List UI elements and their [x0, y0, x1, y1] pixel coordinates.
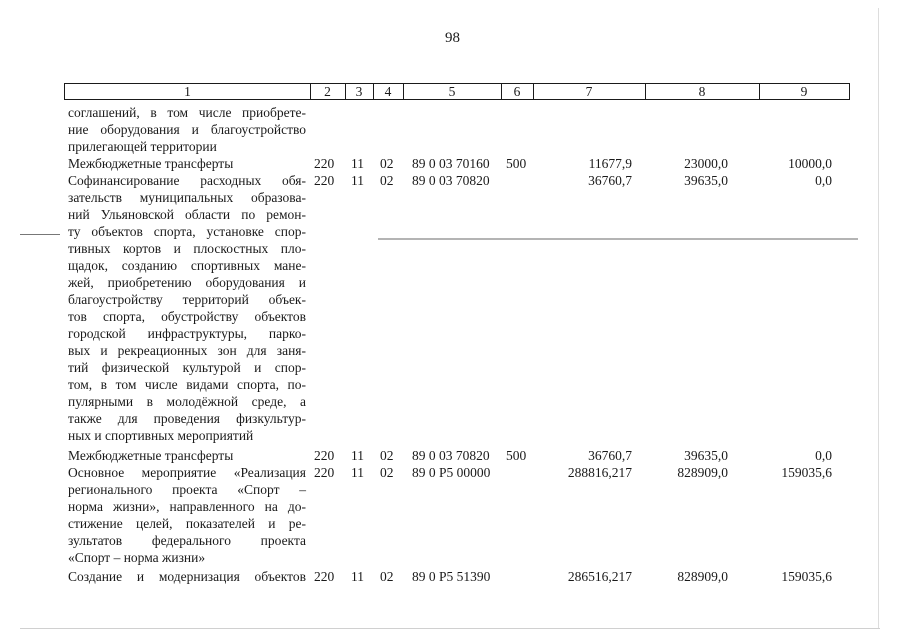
- header-col-3: 3: [355, 84, 363, 99]
- row-value-col9: 159035,6: [781, 569, 832, 584]
- row-value-col7: 36760,7: [588, 173, 632, 188]
- row-description-line: вых и рекреационных зон для заня-: [68, 343, 306, 358]
- row-description-line: также для проведения физкультур-: [68, 411, 306, 426]
- row-description-line: Межбюджетные трансферты: [68, 156, 234, 171]
- row-value-col9: 0,0: [815, 173, 832, 188]
- row-value-col9: 159035,6: [781, 465, 832, 480]
- row-description-line: ту объектов спорта, установке спор-: [68, 224, 306, 239]
- row-description-line: Софинансирование расходных обя-: [68, 173, 306, 188]
- row-value-col8: 39635,0: [684, 173, 728, 188]
- row-code-section: 11: [351, 465, 364, 480]
- row-value-col8: 39635,0: [684, 448, 728, 463]
- row-value-col9: 10000,0: [788, 156, 832, 171]
- row-description-line: Межбюджетные трансферты: [68, 448, 234, 463]
- row-description-line: стижение целей, показателей и ре-: [68, 516, 306, 531]
- row-description-line: регионального проекта «Спорт –: [68, 482, 306, 497]
- row-description-line: тий физической культурой и спор-: [68, 360, 306, 375]
- row-code-subsection: 02: [380, 448, 394, 463]
- row-description-line: городской инфраструктуры, парко-: [68, 326, 306, 341]
- row-description-line: том, в том числе видами спорта, по-: [68, 377, 306, 392]
- row-value-col7: 11677,9: [588, 156, 632, 171]
- row-description-line: ных и спортивных мероприятий: [68, 428, 254, 443]
- row-code-ministry: 220: [314, 569, 335, 584]
- row-code-subsection: 02: [380, 173, 394, 188]
- header-col-6: 6: [513, 84, 521, 99]
- header-col-8: 8: [698, 84, 706, 99]
- row-description-line: Основное мероприятие «Реализация: [68, 465, 306, 480]
- row-code-section: 11: [351, 569, 364, 584]
- row-description-line: зательств муниципальных образова-: [68, 190, 306, 205]
- row-code-section: 11: [351, 448, 364, 463]
- page-number: 98: [445, 30, 460, 46]
- row-code-subsection: 02: [380, 569, 394, 584]
- header-col-1: 1: [184, 84, 191, 99]
- row-code-ministry: 220: [314, 448, 335, 463]
- row-code-target: 89 0 03 70820: [412, 173, 490, 188]
- row-code-ministry: 220: [314, 173, 335, 188]
- row-code-subsection: 02: [380, 465, 394, 480]
- header-col-2: 2: [324, 84, 331, 99]
- row-description-line: прилегающей территории: [68, 139, 217, 154]
- row-code-target: 89 0 P5 00000: [412, 465, 491, 480]
- row-description-line: ний Ульяновской области по ремон-: [68, 207, 306, 222]
- row-code-section: 11: [351, 173, 364, 188]
- row-description-line: Создание и модернизация объектов: [68, 569, 306, 584]
- table-header-row: [64, 83, 850, 100]
- header-col-4: 4: [384, 84, 392, 99]
- row-description-line: тов спорта, обустройству объектов: [68, 309, 306, 324]
- scan-artifact-line: [20, 234, 60, 235]
- row-value-col7: 288816,217: [567, 465, 632, 480]
- row-code-section: 11: [351, 156, 364, 171]
- row-value-col8: 828909,0: [677, 465, 728, 480]
- row-value-col8: 828909,0: [677, 569, 728, 584]
- row-value-col8: 23000,0: [684, 156, 728, 171]
- row-code-subsection: 02: [380, 156, 394, 171]
- row-description-line: щадок, созданию спортивных мане-: [68, 258, 306, 273]
- row-description-line: зультатов федерального проекта: [68, 533, 306, 548]
- row-code-target: 89 0 03 70160: [412, 156, 490, 171]
- row-description-line: жей, приобретению оборудования и: [68, 275, 306, 290]
- row-code-ministry: 220: [314, 156, 335, 171]
- row-value-col9: 0,0: [815, 448, 832, 463]
- row-description-line: соглашений, в том числе приобрете-: [68, 105, 306, 120]
- row-code-expense-type: 500: [506, 448, 527, 463]
- row-code-expense-type: 500: [506, 156, 527, 171]
- row-code-ministry: 220: [314, 465, 335, 480]
- scan-artifact-line: [878, 8, 879, 628]
- header-col-5: 5: [448, 84, 456, 99]
- header-col-9: 9: [800, 84, 808, 99]
- row-description-line: ние оборудования и благоустройство: [68, 122, 306, 137]
- scan-artifact-line: [378, 238, 858, 240]
- row-description-line: пулярными в молодёжной среде, а: [68, 394, 306, 409]
- row-code-target: 89 0 03 70820: [412, 448, 490, 463]
- scan-artifact-line: [20, 628, 880, 629]
- row-description-line: тивных кортов и плоскостных пло-: [68, 241, 306, 256]
- row-description-line: благоустройству территорий объек-: [68, 292, 306, 307]
- row-value-col7: 286516,217: [567, 569, 632, 584]
- row-code-target: 89 0 P5 51390: [412, 569, 491, 584]
- row-value-col7: 36760,7: [588, 448, 632, 463]
- row-description-line: «Спорт – норма жизни»: [68, 550, 206, 565]
- row-description-line: норма жизни», направленного на до-: [68, 499, 306, 514]
- header-col-7: 7: [585, 84, 593, 99]
